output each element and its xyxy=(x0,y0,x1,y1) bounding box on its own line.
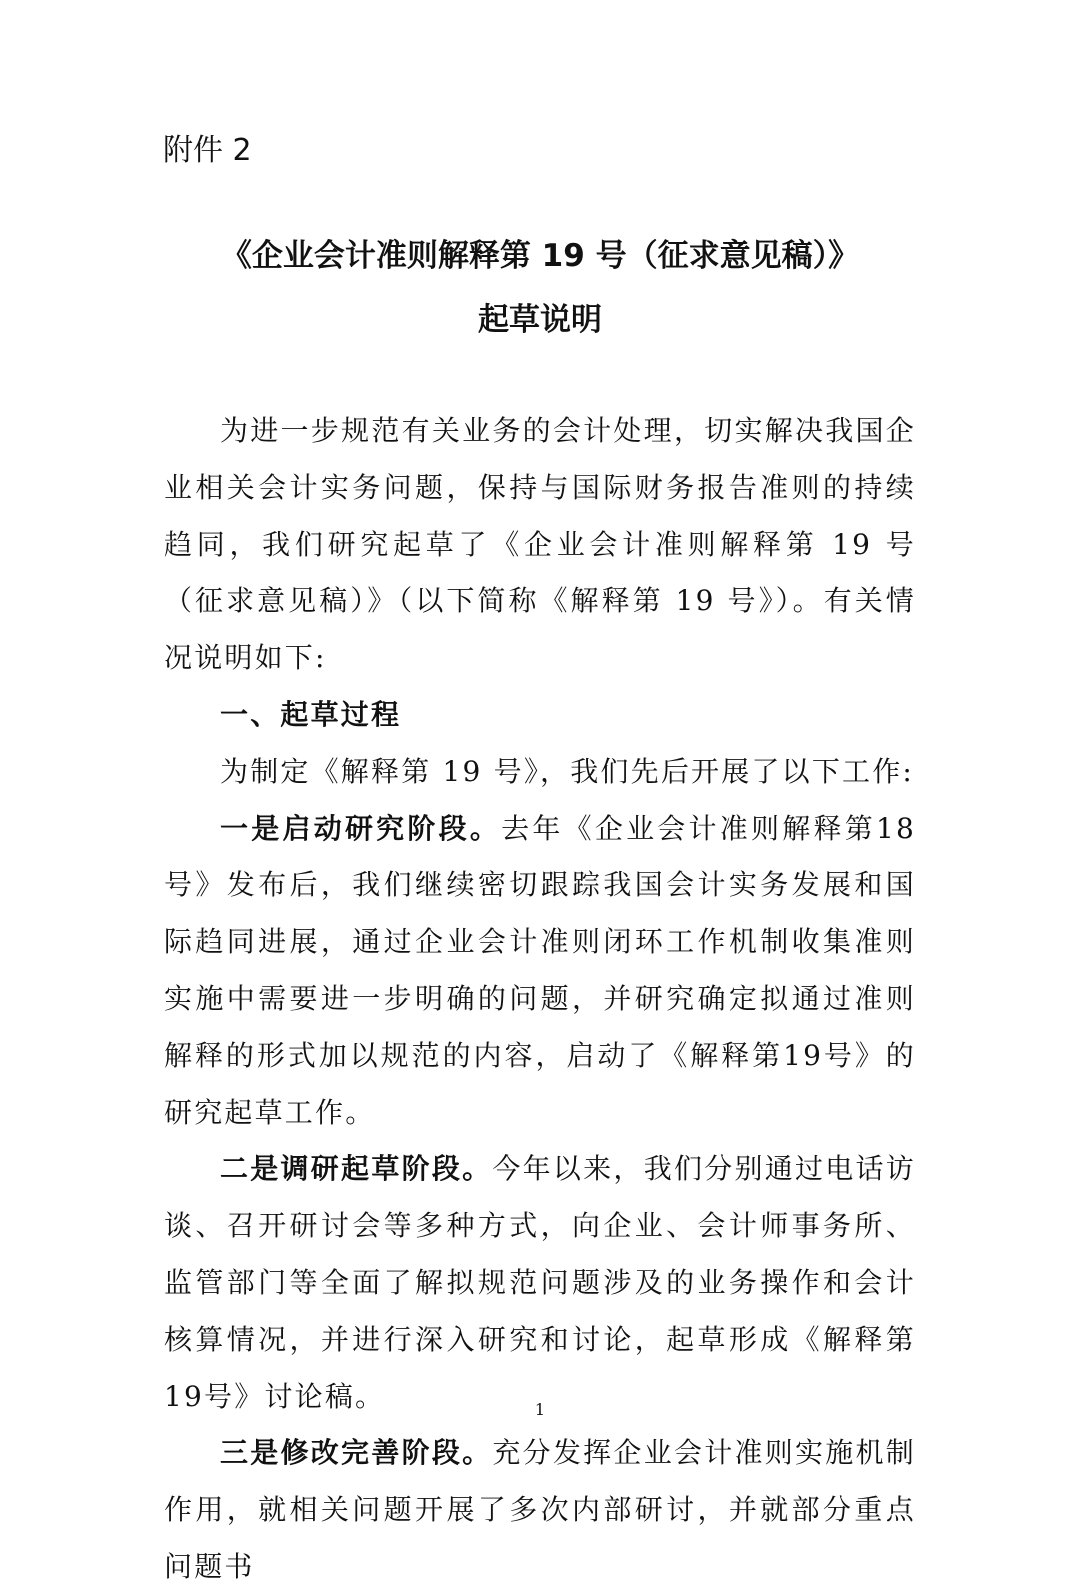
stage-text: 今年以来，我们分别通过电话访谈、召开研讨会等多种方式，向企业、会计师事务所、监管部门等全面了解拟规范问题涉及的业务操作和会计核算情况，并进行深入研究和讨论，起草形成《解释第19号》讨论稿。 xyxy=(164,1152,916,1413)
stage-text: 去年《企业会计准则解释第18号》发布后，我们继续密切跟踪我国会计实务发展和国际趋同进展，通过企业会计准则闭环工作机制收集准则实施中需要进一步明确的问题，并研究确定拟通过准则解释的形式加以规范的内容，启动了《解释第19号》的研究起草工作。 xyxy=(164,811,916,1129)
stage-text: 充分发挥企业会计准则实施机制作用，就相关问题开展了多次内部研讨，并就部分重点问题书 xyxy=(164,1436,916,1583)
stage-lead: 一是启动研究阶段。 xyxy=(220,811,502,845)
stage-lead: 三是修改完善阶段。 xyxy=(220,1436,493,1470)
section-intro-paragraph: 为制定《解释第 19 号》，我们先后开展了以下工作: xyxy=(220,754,915,788)
stage-paragraph-2 xyxy=(164,1141,916,1425)
attachment-label: 附件 2 xyxy=(163,133,252,168)
intro-paragraph: 为进一步规范有关业务的会计处理，切实解决我国企业相关会计实务问题，保持与国际财务报告准则的持续趋同，我们研究起草了《企业会计准则解释第 19 号（征求意见稿）》（以下简称《解释第 19 号》）。有关情况说明如下: xyxy=(164,414,916,675)
stage-lead: 二是调研起草阶段。 xyxy=(220,1152,493,1186)
stage-paragraph-1 xyxy=(164,801,916,1142)
section-heading: 一、起草过程 xyxy=(220,697,402,731)
page-number: 1 xyxy=(534,1400,546,1419)
stage-paragraph-3 xyxy=(164,1425,916,1595)
document-title: 《企业会计准则解释第 19 号（征求意见稿）》 xyxy=(220,238,860,274)
document-subtitle: 起草说明 xyxy=(478,302,602,338)
